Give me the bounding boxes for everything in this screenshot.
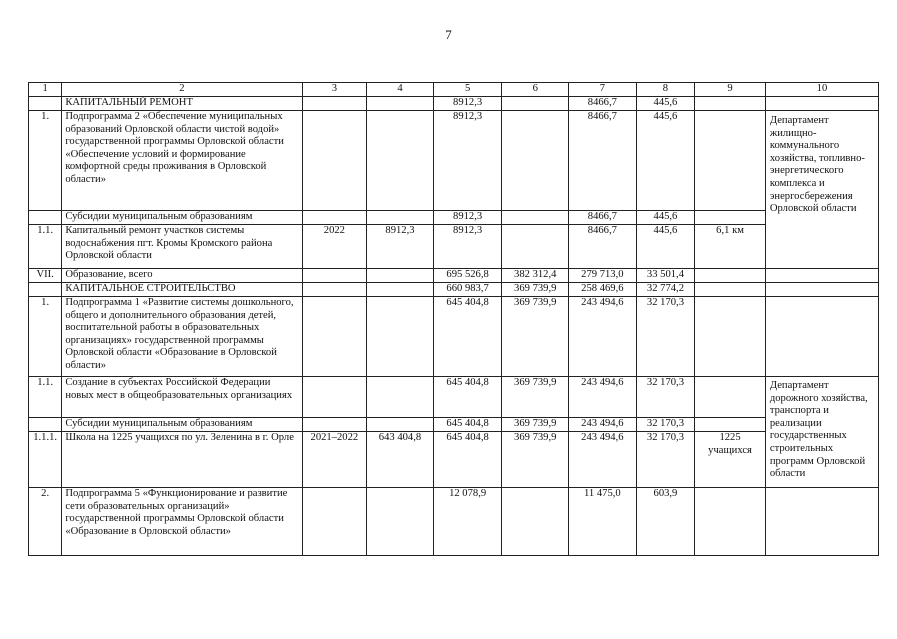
row-total: 8912,3: [433, 111, 502, 211]
header-cell: 4: [367, 83, 434, 97]
table-row: [29, 488, 879, 556]
row-federal: 369 739,9: [502, 418, 569, 432]
table-row: [29, 377, 879, 418]
header-cell: 1: [29, 83, 62, 97]
row-local: 603,9: [636, 488, 695, 556]
row-period: [302, 211, 367, 225]
header-cell: 5: [433, 83, 502, 97]
row-federal: [502, 111, 569, 211]
row-number: 1.1.: [29, 377, 62, 418]
row-regional: 279 713,0: [569, 269, 637, 283]
row-capacity: 1225 учащихся: [695, 432, 766, 488]
row-capacity: [695, 211, 766, 225]
row-title: Субсидии муниципальным образованиям: [62, 211, 302, 225]
row-cost: [367, 418, 434, 432]
table-row: [29, 97, 879, 111]
row-period: [302, 111, 367, 211]
row-title: Школа на 1225 учащихся по ул. Зеленина в г. Орле: [62, 432, 302, 488]
row-cost: [367, 269, 434, 283]
row-federal: [502, 225, 569, 269]
row-period: [302, 418, 367, 432]
row-department: [765, 97, 878, 111]
row-period: [302, 283, 367, 297]
row-federal: 382 312,4: [502, 269, 569, 283]
row-department: [765, 283, 878, 297]
table-row: [29, 269, 879, 283]
table-header-row: [29, 83, 879, 97]
row-title: Образование, всего: [62, 269, 302, 283]
row-number: [29, 97, 62, 111]
row-local: 32 170,3: [636, 432, 695, 488]
row-title: Капитальный ремонт участков системы водоснабжения пгт. Кромы Кромского района Орловской области: [62, 225, 302, 269]
row-department: [765, 297, 878, 377]
row-local: 33 501,4: [636, 269, 695, 283]
row-period: [302, 97, 367, 111]
row-capacity: [695, 269, 766, 283]
row-number: [29, 418, 62, 432]
row-period: [302, 269, 367, 283]
row-regional: 11 475,0: [569, 488, 637, 556]
row-title: Создание в субъектах Российской Федерации новых мест в общеобразовательных организациях: [62, 377, 302, 418]
row-period: [302, 488, 367, 556]
row-total: 695 526,8: [433, 269, 502, 283]
table-row: [29, 211, 879, 225]
row-period: 2021–2022: [302, 432, 367, 488]
row-cost: [367, 377, 434, 418]
row-number: 1.: [29, 111, 62, 211]
row-total: 645 404,8: [433, 377, 502, 418]
table-row: [29, 225, 879, 269]
header-cell: 7: [569, 83, 637, 97]
table-row: [29, 432, 879, 488]
row-department: [765, 269, 878, 283]
row-cost: 8912,3: [367, 225, 434, 269]
row-cost: [367, 211, 434, 225]
row-regional: 258 469,6: [569, 283, 637, 297]
row-local: 32 774,2: [636, 283, 695, 297]
budget-table: [28, 82, 879, 556]
row-cost: [367, 488, 434, 556]
row-number: 1.1.1.: [29, 432, 62, 488]
row-title: Подпрограмма 5 «Функционирование и развитие сети образовательных организаций» государственной программы Орловской области «Образование в Орловской области»: [62, 488, 302, 556]
row-federal: [502, 97, 569, 111]
row-total: 645 404,8: [433, 432, 502, 488]
header-cell: 2: [62, 83, 302, 97]
row-capacity: [695, 297, 766, 377]
row-local: 445,6: [636, 225, 695, 269]
row-total: 660 983,7: [433, 283, 502, 297]
row-local: 32 170,3: [636, 297, 695, 377]
page-number: 7: [445, 27, 452, 42]
row-regional: 243 494,6: [569, 377, 637, 418]
row-regional: 8466,7: [569, 211, 637, 225]
row-regional: 8466,7: [569, 225, 637, 269]
row-cost: 643 404,8: [367, 432, 434, 488]
row-title: Подпрограмма 2 «Обеспечение муниципальных образований Орловской области чистой водой» государственной программы Орловской области «Обеспечение условий и формирование комфортной среды проживания в Орловской области»: [62, 111, 302, 211]
row-department: [765, 488, 878, 556]
row-number: [29, 211, 62, 225]
row-number: 1.1.: [29, 225, 62, 269]
row-cost: [367, 297, 434, 377]
row-cost: [367, 283, 434, 297]
header-cell: 8: [636, 83, 695, 97]
row-title: КАПИТАЛЬНОЕ СТРОИТЕЛЬСТВО: [62, 283, 302, 297]
row-federal: [502, 488, 569, 556]
department-housing: Департамент жилищно-коммунального хозяйства, топливно-энергетического комплекса и энергосбережения Орловской области: [765, 111, 878, 269]
table-row: [29, 418, 879, 432]
header-cell: 10: [765, 83, 878, 97]
row-number: [29, 283, 62, 297]
row-capacity: 6,1 км: [695, 225, 766, 269]
row-capacity: [695, 283, 766, 297]
row-number: 2.: [29, 488, 62, 556]
row-cost: [367, 111, 434, 211]
row-total: 8912,3: [433, 97, 502, 111]
row-capacity: [695, 377, 766, 418]
row-title: КАПИТАЛЬНЫЙ РЕМОНТ: [62, 97, 302, 111]
table-row: [29, 283, 879, 297]
row-period: [302, 297, 367, 377]
row-regional: 8466,7: [569, 111, 637, 211]
row-capacity: [695, 97, 766, 111]
row-regional: 243 494,6: [569, 297, 637, 377]
row-capacity: [695, 488, 766, 556]
table-row: [29, 297, 879, 377]
header-cell: 9: [695, 83, 766, 97]
row-federal: 369 739,9: [502, 377, 569, 418]
row-title: Подпрограмма 1 «Развитие системы дошкольного, общего и дополнительного образования детей, воспитательной работы в образовательных организациях» государственной программы Орловской области «Образование в Орловской области»: [62, 297, 302, 377]
table-row: [29, 111, 879, 211]
row-title: Субсидии муниципальным образованиям: [62, 418, 302, 432]
row-local: 445,6: [636, 111, 695, 211]
row-total: 8912,3: [433, 225, 502, 269]
row-total: 645 404,8: [433, 418, 502, 432]
row-regional: 243 494,6: [569, 432, 637, 488]
department-roads: Департамент дорожного хозяйства, транспорта и реализации государственных строительных программ Орловской области: [765, 377, 878, 488]
row-federal: 369 739,9: [502, 283, 569, 297]
row-local: 32 170,3: [636, 418, 695, 432]
row-local: 445,6: [636, 97, 695, 111]
header-cell: 6: [502, 83, 569, 97]
row-local: 445,6: [636, 211, 695, 225]
row-capacity: [695, 418, 766, 432]
row-local: 32 170,3: [636, 377, 695, 418]
row-federal: [502, 211, 569, 225]
row-number: VII.: [29, 269, 62, 283]
header-cell: 3: [302, 83, 367, 97]
row-regional: 8466,7: [569, 97, 637, 111]
row-total: 645 404,8: [433, 297, 502, 377]
row-number: 1.: [29, 297, 62, 377]
row-federal: 369 739,9: [502, 297, 569, 377]
row-cost: [367, 97, 434, 111]
row-total: 12 078,9: [433, 488, 502, 556]
row-capacity: [695, 111, 766, 211]
row-period: [302, 377, 367, 418]
row-federal: 369 739,9: [502, 432, 569, 488]
row-period: 2022: [302, 225, 367, 269]
row-total: 8912,3: [433, 211, 502, 225]
row-regional: 243 494,6: [569, 418, 637, 432]
